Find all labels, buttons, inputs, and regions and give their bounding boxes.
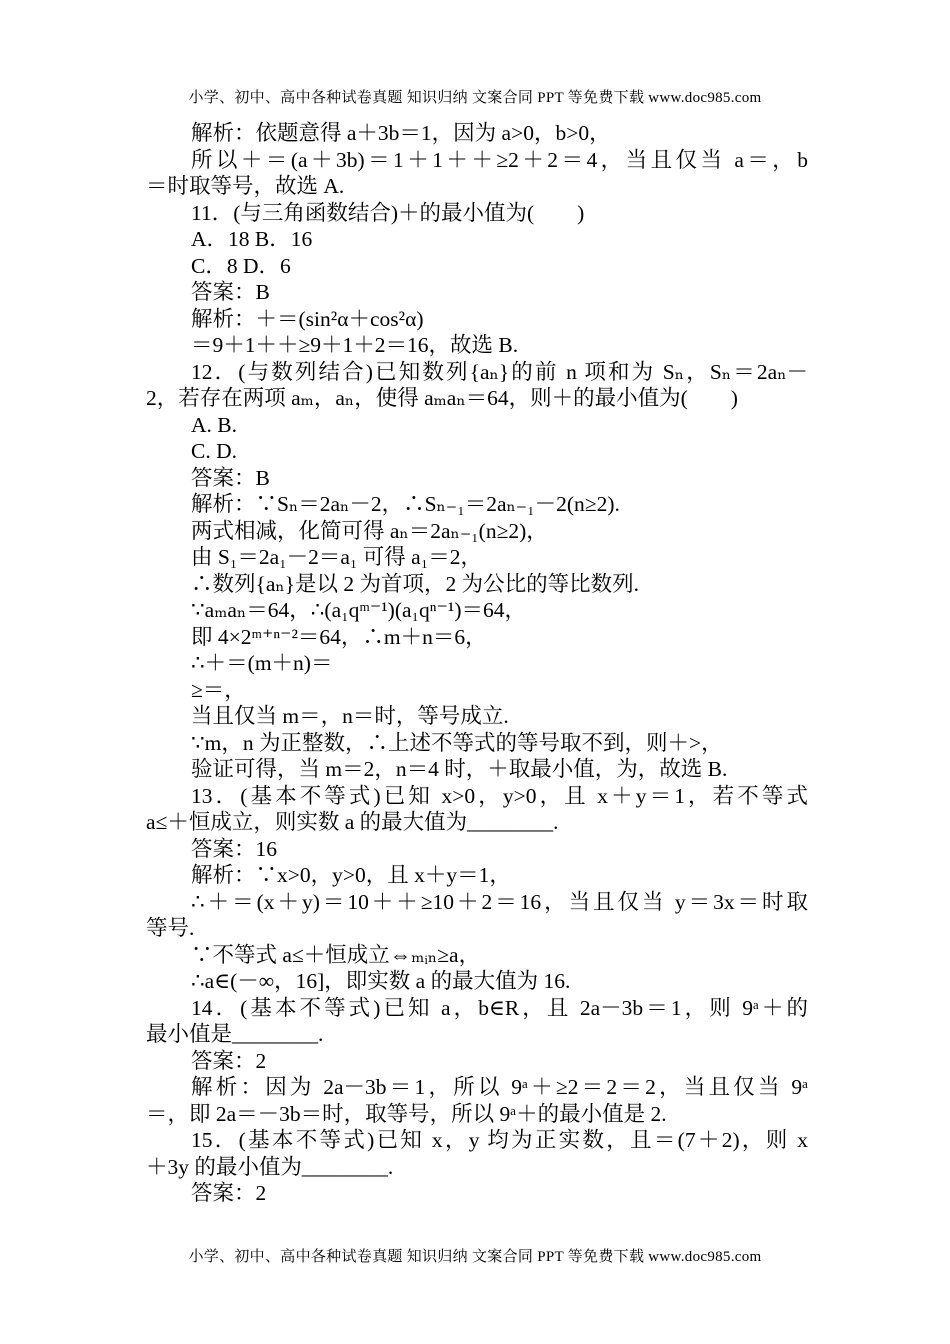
text-line: 当且仅当 m＝，n＝时，等号成立. xyxy=(191,704,509,728)
text-line: ＝时取等号，故选 A. xyxy=(146,174,345,198)
text-line: 答案：2 xyxy=(191,1048,267,1073)
text-line: 所以＋＝(a＋3b)＝1＋1＋＋≥2＋2＝4，当且仅当 a＝，b xyxy=(191,147,808,172)
text-line: 答案：B xyxy=(191,465,270,490)
text-line: ＝，即 2a＝－3b＝时，取等号，所以 9ᵃ＋的最小值是 2. xyxy=(146,1101,667,1126)
text-line: ∵m，n 为正整数，∴上述不等式的等号取不到，则＋>， xyxy=(191,730,723,755)
text-line: ∵不等式 a≤＋恒成立⇔ₘᵢₙ≥a， xyxy=(191,942,481,967)
page-header: 小学、初中、高中各种试卷真题 知识归纳 文案合同 PPT 等免费下载 www.doc985.com xyxy=(188,90,762,106)
text-line: C. D. xyxy=(191,439,237,463)
text-line: 11．(与三角函数结合)＋的最小值为( ) xyxy=(191,200,585,225)
text-line: 验证可得，当 m＝2，n＝4 时，＋取最小值，为，故选 B. xyxy=(191,757,728,781)
text-line: ∵aₘaₙ＝64，∴(a₁qᵐ⁻¹)(a₁qⁿ⁻¹)＝64， xyxy=(191,598,527,622)
page-footer: 小学、初中、高中各种试卷真题 知识归纳 文案合同 PPT 等免费下载 www.doc985.com xyxy=(188,1249,762,1265)
text-line: 两式相减，化简可得 aₙ＝2aₙ₋₁(n≥2)， xyxy=(191,518,548,543)
text-line: 2，若存在两项 aₘ，aₙ，使得 aₘaₙ＝64，则＋的最小值为( ) xyxy=(146,386,738,410)
text-line: 解析：＋＝(sin²α＋cos²α) xyxy=(191,306,424,331)
text-line: 答案：B xyxy=(191,280,270,304)
text-line: 由 S₁＝2a₁－2＝a₁ 可得 a₁＝2， xyxy=(191,545,482,569)
text-line: ∴a∈(－∞，16]，即实数 a 的最大值为 16. xyxy=(191,969,571,993)
text-line: 答案：16 xyxy=(191,836,278,861)
text-line: a≤＋恒成立，则实数 a 的最大值为________. xyxy=(146,810,559,834)
text-line: 解析：∵x>0，y>0，且 x＋y＝1， xyxy=(191,863,511,887)
document-body xyxy=(146,120,808,1207)
text-line: 答案：2 xyxy=(191,1181,267,1205)
text-line: 即 4×2ᵐ⁺ⁿ⁻²＝64，∴m＋n＝6， xyxy=(191,624,487,649)
text-line: 最小值是________. xyxy=(146,1022,324,1046)
text-line: 等号. xyxy=(146,916,195,940)
text-line: ≥＝， xyxy=(191,677,246,702)
text-line: 13．(基本不等式)已知 x>0，y>0，且 x＋y＝1，若不等式 xyxy=(191,783,808,808)
text-line: 解析：依题意得 a＋3b＝1，因为 a>0，b>0， xyxy=(191,121,611,145)
text-line: ∴数列{aₙ}是以 2 为首项，2 为公比的等比数列. xyxy=(191,571,639,596)
text-line: 12．(与数列结合)已知数列{aₙ}的前 n 项和为 Sₙ，Sₙ＝2aₙ－ xyxy=(191,359,808,384)
text-line: 解析：因为 2a－3b＝1，所以 9ᵃ＋≥2＝2＝2，当且仅当 9ᵃ xyxy=(191,1075,808,1099)
text-line: ∴＋＝(m＋n)＝ xyxy=(191,651,333,675)
text-line: 15．(基本不等式)已知 x，y 均为正实数，且＝(7＋2)，则 x xyxy=(191,1128,808,1152)
text-line: ＋3y 的最小值为________. xyxy=(146,1154,394,1179)
text-line: A．18 B．16 xyxy=(191,227,313,251)
text-line: ∴＋＝(x＋y)＝10＋＋≥10＋2＝16，当且仅当 y＝3x＝时取 xyxy=(191,889,808,914)
text-line: C．8 D．6 xyxy=(191,253,291,278)
text-line: 解析：∵Sₙ＝2aₙ－2，∴Sₙ₋₁＝2aₙ₋₁－2(n≥2). xyxy=(191,492,620,516)
text-line: A. B. xyxy=(191,412,237,437)
text-line: 14．(基本不等式)已知 a，b∈R，且 2a－3b＝1，则 9ᵃ＋的 xyxy=(191,995,808,1020)
text-line: ＝9＋1＋＋≥9＋1＋2＝16，故选 B. xyxy=(191,333,519,357)
